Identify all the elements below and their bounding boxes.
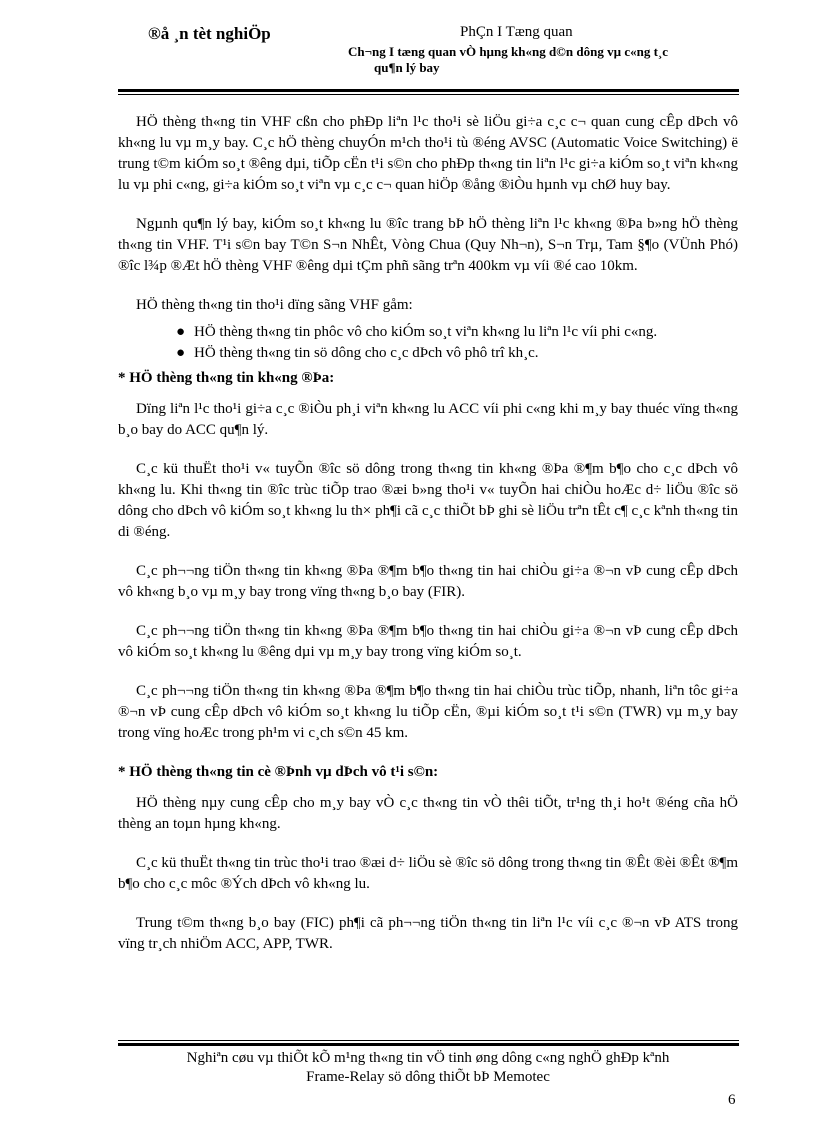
paragraph: Trung t©m th«ng b¸o bay (FIC) ph¶i cã ph¬¬ng tiÖn th«ng tin liªn l¹c víi c¸c ®¬n vÞ ATS trong vïng tr¸ch nhiÖm ACC, APP, TWR. — [118, 915, 738, 952]
bullet-icon: ● — [176, 345, 186, 361]
footer-rule-thin — [118, 1040, 739, 1041]
paragraph: C¸c kü thuËt tho¹i v« tuyÕn ®îc sö dông trong th«ng tin kh«ng ®Þa ®¶m b¶o cho c¸c dÞch vô kh«ng lu. Khi th«ng tin ®îc trùc tiÕp trao ®æi b»ng tho¹i v« tuyÕn hai chiÒu hoÆc d÷ liÖu ®îc sö dông cho dÞch vô kiÓm so¸t kh«ng lu th× ph¶i cã c¸c thiÕt bÞ ghi sè liÖu trªn tÊt c¶ c¸c kªnh th«ng tin di ®éng. — [118, 461, 738, 540]
footer-line1: Nghiªn cøu vµ thiÕt kÕ m¹ng th«ng tin vÖ tinh øng dông c«ng nghÖ ghÐp kªnh — [186, 1050, 670, 1066]
paragraph: C¸c ph¬¬ng tiÖn th«ng tin kh«ng ®Þa ®¶m b¶o th«ng tin hai chiÒu gi÷a ®¬n vÞ cung cÊp dÞch vô kh«ng b¸o vµ m¸y bay trong vïng th«ng b¸o bay (FIR). — [118, 563, 738, 600]
paragraph: HÖ thèng th«ng tin tho¹i dïng sãng VHF gåm: — [136, 297, 413, 313]
paragraph: Ngµnh qu¶n lý bay, kiÓm so¸t kh«ng lu ®îc trang bÞ hÖ thèng liªn l¹c kh«ng ®Þa b»ng hÖ thèng th«ng tin VHF. T¹i s©n bay T©n S¬n NhÊt, Vòng Chua (Quy Nh¬n), S¬n Trµ, Tam §¶o (VÜnh Phó) ®îc l¾p ®Æt hÖ thèng VHF ®êng dµi tÇm phñ sãng trªn 400km vµ víi ®é cao 10km. — [118, 216, 738, 274]
page-body — [118, 112, 738, 973]
footer-rule-thick — [118, 1043, 739, 1046]
paragraph: Dïng liªn l¹c tho¹i gi÷a c¸c ®iÒu ph¸i viªn kh«ng lu ACC víi phi c«ng khi m¸y bay thuéc vïng th«ng b¸o bay do ACC qu¶n lý. — [118, 401, 738, 438]
header-chapter-line1: Ch¬ng I tæng quan vÒ hµng kh«ng d©n dông vµ c«ng t¸c — [348, 44, 669, 59]
paragraph: HÖ thèng nµy cung cÊp cho m¸y bay vÒ c¸c th«ng tin vÒ thêi tiÕt, tr¹ng th¸i ho¹t ®éng cña hÖ thèng an toµn hµng kh«ng. — [118, 795, 738, 832]
page-header — [118, 22, 738, 82]
section-heading: * HÖ thèng th«ng tin cè ®Þnh vµ dÞch vô t¹i s©n: — [118, 764, 439, 780]
page-number: 6 — [728, 1092, 736, 1108]
header-chapter-title — [348, 44, 748, 76]
page-footer — [118, 1049, 738, 1087]
section-heading: * HÖ thèng th«ng tin kh«ng ®Þa: — [118, 370, 335, 386]
list-item — [176, 343, 738, 364]
list-item — [176, 322, 738, 343]
paragraph: HÖ thèng th«ng tin VHF cßn cho phÐp liªn l¹c tho¹i sè liÖu gi÷a c¸c c¬ quan cung cÊp dÞch vô kh«ng lu vµ m¸y bay. C¸c hÖ thèng chuyÓn m¹ch tho¹i tù ®éng AVSC (Automatic Voice Switching) ë trung t©m kiÓm so¸t ®êng dµi, tiÕp cËn t¹i s©n cho phÐp th«ng tin liªn l¹c gi÷a kiÓm so¸t viªn kh«ng lu vµ phi c«ng, gi÷a kiÓm so¸t viªn vµ c¸c c¬ quan hiÖp ®ång ®iÒu hµnh vµ chØ huy bay. — [118, 114, 738, 193]
paragraph: C¸c ph¬¬ng tiÖn th«ng tin kh«ng ®Þa ®¶m b¶o th«ng tin hai chiÒu trùc tiÕp, nhanh, liªn tôc gi÷a ®¬n vÞ cung cÊp dÞch vô kiÓm so¸t kh«ng lu tiÕp cËn, ®µi kiÓm so¸t t¹i s©n (TWR) vµ m¸y bay trong vïng hoÆc trong ph¹m vi c¸ch s©n 45 km. — [118, 683, 738, 741]
list-item-text: HÖ thèng th«ng tin sö dông cho c¸c dÞch vô phô trî kh¸c. — [194, 345, 539, 361]
header-rule-thick — [118, 89, 739, 92]
paragraph: C¸c ph¬¬ng tiÖn th«ng tin kh«ng ®Þa ®¶m b¶o th«ng tin hai chiÒu gi÷a ®¬n vÞ cung cÊp dÞch vô kiÓm so¸t kh«ng lu ®êng dµi vµ m¸y bay trong vïng kiÓm so¸t. — [118, 623, 738, 660]
header-rule-thin — [118, 94, 739, 95]
header-part-title: PhÇn I Tæng quan — [460, 24, 573, 40]
paragraph: C¸c kü thuËt th«ng tin trùc tho¹i trao ®æi d÷ liÖu sè ®îc sö dông trong th«ng tin ®Êt ®èi ®Êt ®¶m b¶o cho c¸c môc ®Ých dÞch vô kh«ng lu. — [118, 855, 738, 892]
header-left-title: ®å ¸n tèt nghiÖp — [148, 24, 271, 43]
bullet-list — [118, 322, 738, 364]
footer-line2: Frame-Relay sö dông thiÕt bÞ Memotec — [306, 1069, 550, 1085]
bullet-icon: ● — [176, 324, 186, 340]
list-item-text: HÖ thèng th«ng tin phôc vô cho kiÓm so¸t viªn kh«ng lu liªn l¹c víi phi c«ng. — [194, 324, 658, 340]
header-chapter-line2: qu¶n lý bay — [374, 60, 440, 75]
